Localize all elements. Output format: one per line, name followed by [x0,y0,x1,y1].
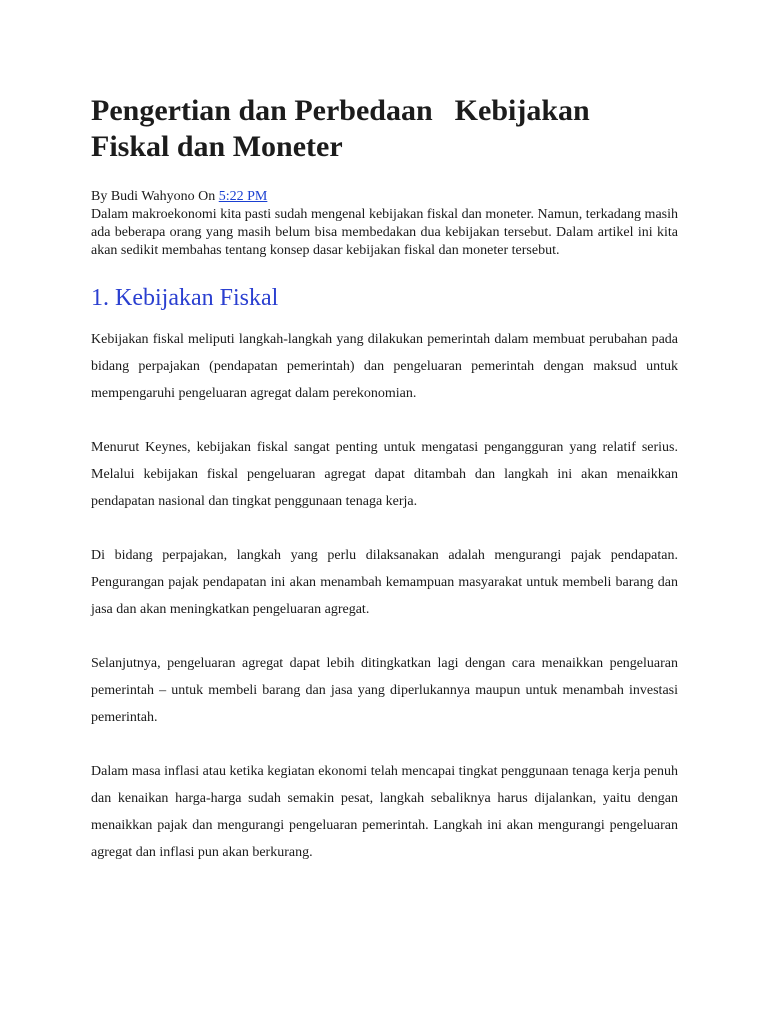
body-paragraph: Dalam masa inflasi atau ketika kegiatan ekonomi telah mencapai tingkat penggunaan tenaga kerja penuh dan kenaikan harga-harga sudah semakin pesat, langkah sebaliknya harus dijalankan, yaitu dengan menaikkan pajak dan mengurangi pengeluaran pemerintah. Langkah ini akan mengurangi pengeluaran agregat dan inflasi pun akan berkurang. [91,764,678,860]
article-title-part-2: Kebijakan [454,94,590,127]
body-paragraph: Selanjutnya, pengeluaran agregat dapat lebih ditingkatkan lagi dengan cara menaikkan pengeluaran pemerintah – untuk membeli barang dan jasa yang diperlukannya maupun untuk menambah investasi pemerintah. [91,656,678,725]
article-title-part-1: Pengertian dan Perbedaan [91,94,433,127]
byline-author: By Budi Wahyono On [91,189,219,204]
article-title [91,93,678,165]
body-paragraph: Menurut Keynes, kebijakan fiskal sangat penting untuk mengatasi pengangguran yang relatif serius. Melalui kebijakan fiskal pengeluaran agregat dapat ditambah dan langkah ini akan menaikkan pendapatan nasional dan tingkat penggunaan tenaga kerja. [91,440,678,509]
body-paragraph: Di bidang perpajakan, langkah yang perlu dilaksanakan adalah mengurangi pajak pendapatan. Pengurangan pajak pendapatan ini akan menambah kemampuan masyarakat untuk membeli barang dan jasa dan akan meningkatkan pengeluaran agregat. [91,548,678,617]
byline [91,188,678,206]
byline-time-link[interactable]: 5:22 PM [218,189,268,204]
body-paragraph: Kebijakan fiskal meliputi langkah-langkah yang dilakukan pemerintah dalam membuat perubahan pada bidang perpajakan (pendapatan pemerintah) dan pengeluaran pemerintah dengan maksud untuk mempengaruhi pengeluaran agregat dalam perekonomian. [91,332,678,401]
document-page [91,93,678,866]
article-title-line-2: Fiskal dan Moneter [91,130,343,163]
intro-paragraph: Dalam makroekonomi kita pasti sudah mengenal kebijakan fiskal dan moneter. Namun, terkadang masih ada beberapa orang yang masih belum bisa membedakan dua kebijakan tersebut. Dalam artikel ini kita akan sedikit membahas tentang konsep dasar kebijakan fiskal dan moneter tersebut. [91,207,678,258]
section-heading-fiskal: 1. Kebijakan Fiskal [91,285,279,311]
